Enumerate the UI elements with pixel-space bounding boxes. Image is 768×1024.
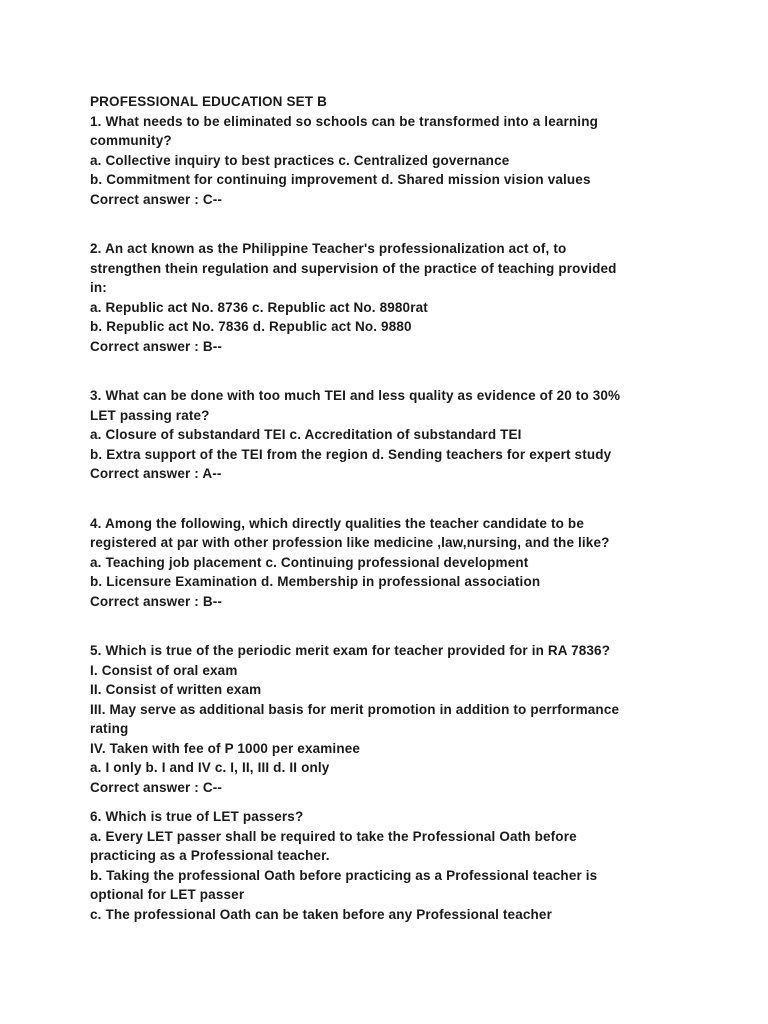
question-5-line-4: III. May serve as additional basis for merit promotion in addition to perrformance <box>90 701 620 717</box>
question-3 <box>90 386 690 484</box>
question-2-line-1: 2. An act known as the Philippine Teacher's professionalization act of, to <box>90 241 567 256</box>
question-1-line-3: a. Collective inquiry to best practices c. Centralized governance <box>90 152 510 168</box>
question-4 <box>90 514 690 612</box>
question-5-answer: Correct answer : C-- <box>90 779 223 795</box>
question-3-line-2: LET passing rate? <box>90 407 210 423</box>
question-1-line-2: community? <box>90 133 172 148</box>
question-3-line-3: a. Closure of substandard TEI c. Accreditation of substandard TEI <box>90 427 522 442</box>
question-1-answer: Correct answer : C-- <box>90 191 223 207</box>
question-1 <box>90 112 690 210</box>
question-5-line-1: 5. Which is true of the periodic merit exam for teacher provided for in RA 7836? <box>90 643 611 658</box>
question-1-line-4: b. Commitment for continuing improvement d. Shared mission vision values <box>90 172 591 187</box>
question-6-line-5: optional for LET passer <box>90 887 245 902</box>
question-5-line-2: I. Consist of oral exam <box>90 662 238 678</box>
question-2-answer: Correct answer : B-- <box>90 338 223 354</box>
question-2 <box>90 239 690 356</box>
document-title: PROFESSIONAL EDUCATION SET B <box>90 94 327 109</box>
question-4-line-3: a. Teaching job placement c. Continuing professional development <box>90 554 529 570</box>
question-6-line-3: practicing as a Professional teacher. <box>90 848 330 863</box>
question-6-line-2: a. Every LET passer shall be required to take the Professional Oath before <box>90 828 577 844</box>
question-5 <box>90 641 690 797</box>
question-6 <box>90 807 690 924</box>
question-6-line-1: 6. Which is true of LET passers? <box>90 809 304 824</box>
question-5-line-7: a. I only b. I and IV c. I, II, III d. II only <box>90 760 330 775</box>
question-4-line-2: registered at par with other profession like medicine ,law,nursing, and the like? <box>90 535 610 550</box>
question-6-line-4: b. Taking the professional Oath before practicing as a Professional teacher is <box>90 867 598 883</box>
question-4-answer: Correct answer : B-- <box>90 593 223 609</box>
question-2-line-2: strengthen thein regulation and supervision of the practice of teaching provided <box>90 260 617 276</box>
question-4-line-4: b. Licensure Examination d. Membership in professional association <box>90 574 541 589</box>
question-3-line-1: 3. What can be done with too much TEI and less quality as evidence of 20 to 30% <box>90 388 621 403</box>
question-3-answer: Correct answer : A-- <box>90 466 222 481</box>
question-2-line-4: a. Republic act No. 8736 c. Republic act No. 8980rat <box>90 299 428 315</box>
question-2-line-5: b. Republic act No. 7836 d. Republic act No. 9880 <box>90 319 412 334</box>
question-1-line-1: 1. What needs to be eliminated so schools can be transformed into a learning <box>90 113 598 129</box>
question-3-line-4: b. Extra support of the TEI from the region d. Sending teachers for expert study <box>90 446 612 462</box>
question-5-line-6: IV. Taken with fee of P 1000 per examinee <box>90 740 361 756</box>
question-4-line-1: 4. Among the following, which directly qualities the teacher candidate to be <box>90 515 584 531</box>
document-page <box>90 92 690 924</box>
question-5-line-3: II. Consist of written exam <box>90 682 262 697</box>
question-6-line-6: c. The professional Oath can be taken before any Professional teacher <box>90 906 552 922</box>
question-2-line-3: in: <box>90 280 107 295</box>
question-5-line-5: rating <box>90 721 129 736</box>
